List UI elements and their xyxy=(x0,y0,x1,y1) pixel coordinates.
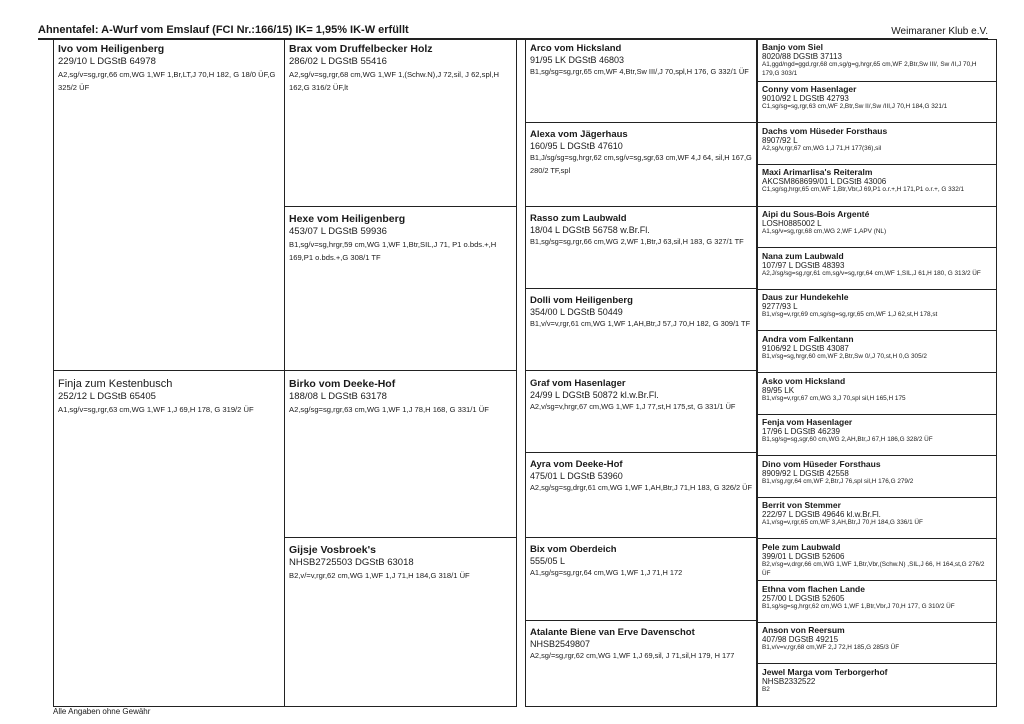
ancestor-name: Graf vom Hasenlager xyxy=(530,378,626,389)
ancestor-details: B1,v/sg,rgr,64 cm,WF 2,Btr,J 76,spl sil,H 176,G 279/2 xyxy=(762,478,914,485)
ancestor-name: Ethna vom flachen Lande xyxy=(762,584,865,594)
ancestor-g4-4 xyxy=(758,165,996,197)
ancestor-registration: 286/02 L DGStB 55416 xyxy=(289,56,387,67)
separator xyxy=(526,370,756,371)
ancestor-details: A1,sg/v=sg,rgr,68 cm,WG 2,WF 1,APV (NL) xyxy=(762,228,887,235)
separator xyxy=(758,122,996,123)
ancestor-name: Conny vom Hasenlager xyxy=(762,84,857,94)
ancestor-sire-sire xyxy=(285,40,516,97)
ancestor-dam xyxy=(54,375,284,419)
ancestor-registration: 407/98 DGStB 49215 xyxy=(762,635,839,644)
ancestor-g4-15 xyxy=(758,623,996,655)
ancestor-registration: LOSH0885002 L xyxy=(762,219,822,228)
ancestor-details: A2,sg/v,rgr,67 cm,WG 1,J 71,H 177(36),sil xyxy=(762,145,882,152)
ancestor-sdd xyxy=(526,292,756,334)
ancestor-registration: 18/04 L DGStB 56758 w.Br.Fl. xyxy=(530,225,650,235)
ancestor-details: B1,v/v=v,rgr,61 cm,WG 1,WF 1,AH,Btr,J 57,J 70,H 182, G 309/1 TF xyxy=(530,319,751,328)
ancestor-registration: 160/95 L DGStB 47610 xyxy=(530,141,623,151)
ancestor-ssd xyxy=(526,126,756,180)
ancestor-details: A1,v/sg=v,rgr,65 cm,WF 3,AH,Btr,J 70,H 184,G 336/1 ÜF xyxy=(762,519,923,526)
ancestor-details: B1,v/sg=v,rgr,67 cm,WG 3,J 70,spl sil,H 165,H 175 xyxy=(762,395,906,402)
ancestor-details: B1,J/sg/sg=sg,hrgr,62 cm,sg/v=sg,sgr,63 cm,WF 4,J 64, sil,H 167,G 280/2 TF,spl xyxy=(530,153,752,175)
ancestor-registration: 229/10 L DGStB 64978 xyxy=(58,56,156,67)
ancestor-details: B1,v/sg=v,rgr,69 cm,sg/sg=sg,rgr,65 cm,WF 1,J 62,st,H 178,st xyxy=(762,311,938,318)
ancestor-registration: 222/97 L DGStB 49646 kl.w.Br.Fl. xyxy=(762,510,881,519)
separator xyxy=(758,455,996,456)
ancestor-details: A1,sg/sg=sg,rgr,64 cm,WG 1,WF 1,J 71,H 172 xyxy=(530,568,683,577)
ancestor-registration: 252/12 L DGStB 65405 xyxy=(58,391,156,402)
ancestor-name: Ivo vom Heiligenberg xyxy=(58,43,165,55)
ancestor-details: A2,sg/sg=sg,rgr,63 cm,WG 1,WF 1,J 78,H 168, G 331/1 ÜF xyxy=(289,405,489,414)
separator xyxy=(526,452,756,453)
ancestor-name: Bix vom Oberdeich xyxy=(530,544,617,555)
ancestor-g4-3 xyxy=(758,124,996,156)
ancestor-name: Andra vom Falkentann xyxy=(762,334,854,344)
ancestor-name: Birko vom Deeke-Hof xyxy=(289,378,396,390)
ancestor-details: A1,sg/v=sg,rgr,63 cm,WG 1,WF 1,J 69,H 178, G 319/2 ÜF xyxy=(58,405,254,414)
ancestor-g4-9 xyxy=(758,374,996,406)
ancestor-name: Pele zum Laubwald xyxy=(762,542,841,552)
ancestor-details: A2,sg/v=sg,rgr,68 cm,WG 1,WF 1,(Schw.N),J 72,sil, J 62,spl,H 162,G 316/2 ÜF,lt xyxy=(289,70,499,92)
ancestor-name: Finja zum Kestenbusch xyxy=(58,378,173,390)
ancestor-sss xyxy=(526,40,756,82)
ancestor-name: Hexe vom Heiligenberg xyxy=(289,213,406,225)
separator xyxy=(526,537,756,538)
ancestor-details: B1,sg/sg=sg,sgr,60 cm,WG 2,AH,Btr,J 67,H 186,G 328/2 ÜF xyxy=(762,436,933,443)
ancestor-name: Dachs vom Hüseder Forsthaus xyxy=(762,126,888,136)
ancestor-name: Alexa vom Jägerhaus xyxy=(530,129,628,140)
ancestor-name: Gijsje Vosbroek's xyxy=(289,544,376,556)
ancestor-details: B1,sg/sg=sg,rgr,66 cm,WG 2,WF 1,Btr,J 63,sil,H 183, G 327/1 TF xyxy=(530,237,744,246)
ancestor-details: C1,sg/sg=sg,rgr,63 cm,WF 2,Btr,Sw II/,Sw /III,J 70,H 184,G 321/1 xyxy=(762,103,948,110)
ancestor-name: Anson von Reersum xyxy=(762,625,845,635)
ancestor-registration: 91/95 LK DGStB 46803 xyxy=(530,55,625,65)
ancestor-name: Fenja vom Hasenlager xyxy=(762,417,853,427)
club-name: Weimaraner Klub e.V. xyxy=(891,26,988,37)
ancestor-g4-10 xyxy=(758,415,996,447)
ancestor-details: B1,sg/sg=sg,hrgr,62 cm,WG 1,WF 1,Btr,Vbr,J 70,H 177, G 310/2 ÜF xyxy=(762,603,955,610)
ancestor-name: Brax vom Druffelbecker Holz xyxy=(289,43,433,55)
separator xyxy=(285,370,516,371)
ancestor-registration: 188/08 L DGStB 63178 xyxy=(289,391,387,402)
ancestor-details: A2,sg/sg=sg,drgr,61 cm,WG 1,WF 1,AH,Btr,J 71,H 183, G 326/2 ÜF xyxy=(530,483,753,492)
ancestor-name: Ayra vom Deeke-Hof xyxy=(530,459,623,470)
ancestor-name: Asko vom Hicksland xyxy=(762,376,846,386)
generation-3-box xyxy=(525,39,757,707)
ancestor-g4-5 xyxy=(758,207,996,239)
separator xyxy=(758,372,996,373)
separator xyxy=(526,288,756,289)
ancestor-details: C1,sg/sg,hrgr,65 cm,WF 1,Btr,Vbr,J 69,P1 o.r.+,H 171,P1 o.r.+, G 332/1 xyxy=(762,186,965,193)
ancestor-name: Banjo vom Siel xyxy=(762,42,823,52)
ancestor-registration: NHSB2332522 xyxy=(762,677,816,686)
ancestor-g4-13 xyxy=(758,540,996,580)
separator xyxy=(758,580,996,581)
ancestor-registration: 9106/92 L DGStB 43087 xyxy=(762,344,849,353)
separator xyxy=(758,538,996,539)
ancestor-details: B1,sg/v=sg,hrgr,59 cm,WG 1,WF 1,Btr,SIL,J 71, P1 o.bds.+,H 169,P1 o.bds.+,G 308/1 TF xyxy=(289,240,497,262)
separator xyxy=(526,206,756,207)
separator xyxy=(285,206,516,207)
ancestor-name: Dolli vom Heiligenberg xyxy=(530,295,633,306)
ancestor-g4-8 xyxy=(758,332,996,364)
ancestor-dam-sire xyxy=(285,375,516,419)
ancestor-g4-6 xyxy=(758,249,996,281)
separator xyxy=(526,122,756,123)
ancestor-registration: 8909/92 L DGStB 42558 xyxy=(762,469,849,478)
ancestor-details: A2,sg/v=sg,rgr,66 cm,WG 1,WF 1,Br,LT,J 70,H 182, G 18/0 ÜF,G 325/2 ÜF xyxy=(58,70,276,92)
separator xyxy=(54,370,284,371)
ancestor-name: Atalante Biene van Erve Davenschot xyxy=(530,627,695,638)
ancestor-details: B1,v/sg=sg,hrgr,60 cm,WF 2,Btr,Sw 0/,J 70,st,H 0,G 305/2 xyxy=(762,353,927,360)
ancestor-registration: NHSB2725503 DGStB 63018 xyxy=(289,557,414,568)
ancestor-registration: 354/00 L DGStB 50449 xyxy=(530,307,623,317)
ancestor-details: A1,ggd/ngd=ggd,rgr,68 cm,sg/g=g,hrgr,65 cm,WF 2,Btr,Sw III/, Sw /II,J 70,H 179,G 303/1 xyxy=(762,61,977,77)
generation-2-box xyxy=(284,39,517,707)
ancestor-details: A2,sg/=sg,rgr,62 cm,WG 1,WF 1,J 69,sil, J 71,sil,H 179, H 177 xyxy=(530,651,735,660)
separator xyxy=(758,663,996,664)
ancestor-registration: 107/97 L DGStB 48393 xyxy=(762,261,845,270)
disclaimer: Alle Angaben ohne Gewähr xyxy=(53,707,151,716)
ancestor-name: Dino vom Hüseder Forsthaus xyxy=(762,459,881,469)
ancestor-name: Aipi du Sous-Bois Argenté xyxy=(762,209,870,219)
ancestor-dam-dam xyxy=(285,541,516,585)
ancestor-name: Arco vom Hicksland xyxy=(530,43,622,54)
separator xyxy=(758,330,996,331)
pedigree-title: Ahnentafel: A-Wurf vom Emslauf (FCI Nr.:166/15) IK= 1,95% IK-W erfüllt xyxy=(38,24,409,36)
separator xyxy=(526,620,756,621)
ancestor-name: Rasso zum Laubwald xyxy=(530,213,627,224)
ancestor-g4-7 xyxy=(758,290,996,322)
ancestor-sire-dam xyxy=(285,210,516,267)
ancestor-dsd xyxy=(526,456,756,498)
ancestor-registration: 475/01 L DGStB 53960 xyxy=(530,471,623,481)
separator xyxy=(285,537,516,538)
ancestor-name: Jewel Marga vom Terborgerhof xyxy=(762,667,888,677)
ancestor-registration: 555/05 L xyxy=(530,556,566,566)
ancestor-registration: 399/01 L DGStB 52606 xyxy=(762,552,845,561)
ancestor-g4-16 xyxy=(758,665,996,697)
ancestor-registration: 24/99 L DGStB 50872 kl.w.Br.Fl. xyxy=(530,390,659,400)
ancestor-g4-14 xyxy=(758,582,996,614)
ancestor-details: B1,v/v=v,rgr,68 cm,WF 2,J 72,H 185,G 285/3 ÜF xyxy=(762,644,900,651)
ancestor-ddd xyxy=(526,624,756,666)
ancestor-registration: NHSB2549807 xyxy=(530,639,591,649)
ancestor-name: Daus zur Hundekehle xyxy=(762,292,849,302)
ancestor-registration: 89/95 LK xyxy=(762,386,795,395)
ancestor-registration: 453/07 L DGStB 59936 xyxy=(289,226,387,237)
generation-4-box xyxy=(757,39,997,707)
separator xyxy=(758,247,996,248)
ancestor-details: B2,v/sg=v,drgr,66 cm,WG 1,WF 1,Btr,Vbr,(Schw.N) ,SIL,J 66, H 164,st,G 276/2 ÜF xyxy=(762,561,985,577)
ancestor-registration: 17/96 L DGStB 46239 xyxy=(762,427,840,436)
ancestor-name: Berrit von Stemmer xyxy=(762,500,841,510)
ancestor-name: Nana zum Laubwald xyxy=(762,251,844,261)
ancestor-g4-12 xyxy=(758,498,996,530)
ancestor-sds xyxy=(526,210,756,252)
ancestor-dds xyxy=(526,541,756,583)
ancestor-registration: 9277/93 L xyxy=(762,302,798,311)
ancestor-dss xyxy=(526,375,756,417)
ancestor-registration: AKCSM868699/01 L DGStB 43006 xyxy=(762,177,887,186)
ancestor-name: Maxi Arimarlisa's Reiteralm xyxy=(762,167,873,177)
ancestor-g4-2 xyxy=(758,82,996,114)
ancestor-registration: 8907/92 L xyxy=(762,136,798,145)
ancestor-g4-1 xyxy=(758,40,996,80)
ancestor-registration: 9010/92 L DGStB 42793 xyxy=(762,94,849,103)
ancestor-details: A2,J/sg/sg=sg,rgr,61 cm,sg/v=sg,rgr,64 cm,WF 1,SIL,J 61,H 180, G 313/2 ÜF xyxy=(762,270,981,277)
ancestor-sire xyxy=(54,40,284,97)
ancestor-details: A2,v/sg=v,hrgr,67 cm,WG 1,WF 1,J 77,st,H 175,st, G 331/1 ÜF xyxy=(530,402,736,411)
ancestor-g4-11 xyxy=(758,457,996,489)
ancestor-details: B2,v/=v,rgr,62 cm,WG 1,WF 1,J 71,H 184,G 318/1 ÜF xyxy=(289,571,470,580)
ancestor-details: B2 xyxy=(762,686,770,693)
ancestor-registration: 257/00 L DGStB 52605 xyxy=(762,594,845,603)
generation-1-box xyxy=(53,39,285,707)
ancestor-registration: 8020/88 DGStB 37113 xyxy=(762,52,842,61)
ancestor-details: B1,sg/sg=sg,rgr,65 cm,WF 4,Btr,Sw III/,J 70,spl,H 176, G 332/1 ÜF xyxy=(530,67,749,76)
